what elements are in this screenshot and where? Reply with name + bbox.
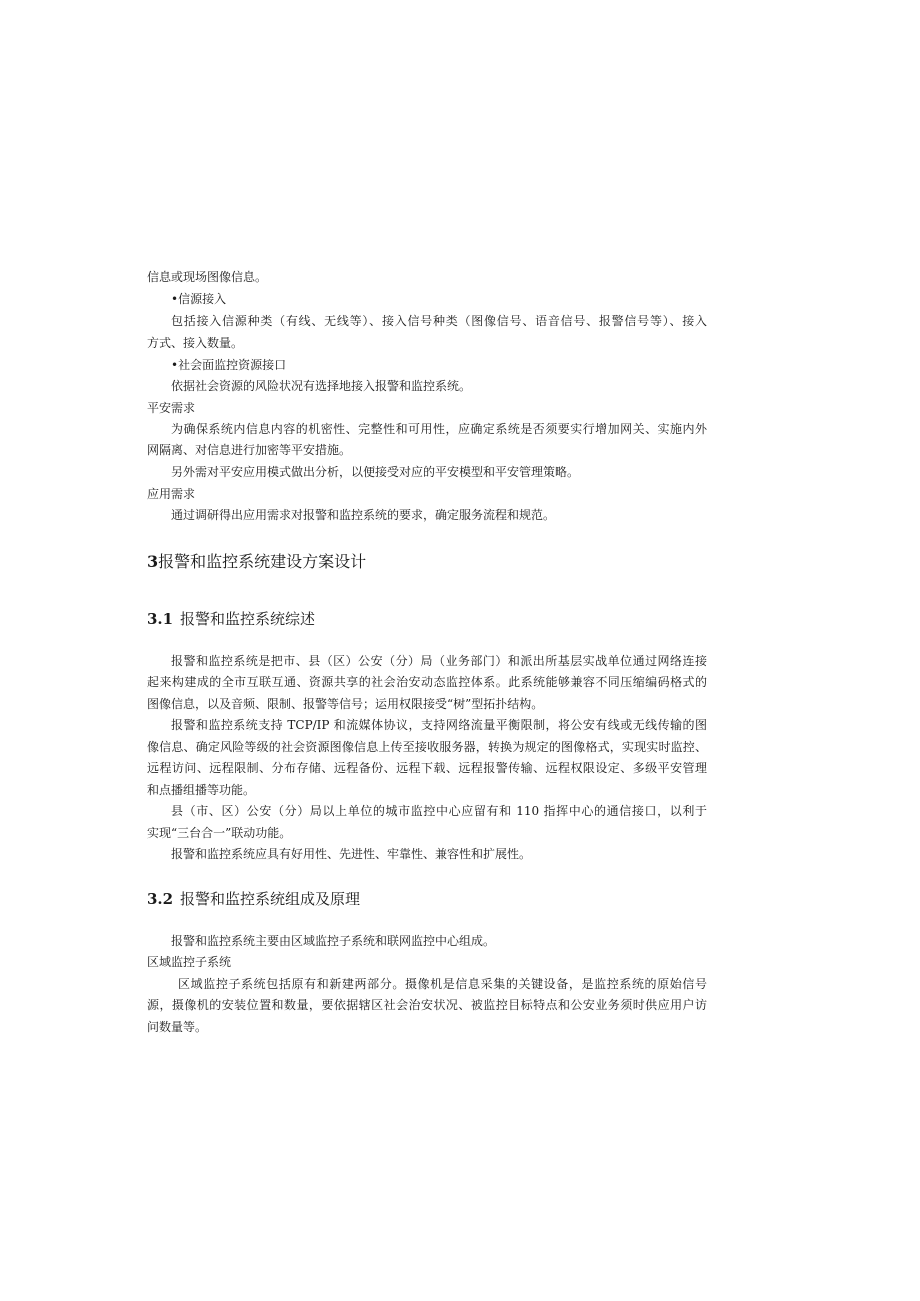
chapter-title: 报警和监控系统建设方案设计: [158, 552, 367, 571]
paragraph-line: 起来构建成的全市互联互通、资源共享的社会治安动态监控体系。此系统能够兼容不同压缩编码格式的: [147, 675, 707, 689]
paragraph-line: 问数量等。: [147, 1020, 208, 1034]
paragraph-line: 源，摄像机的安装位置和数量，要依据辖区社会治安状况、被监控目标特点和公安业务须时供应用户访: [147, 998, 707, 1012]
paragraph-line: 报警和监控系统主要由区域监控子系统和联网监控中心组成。: [171, 934, 496, 948]
section-title: 报警和监控系统综述: [180, 610, 316, 628]
section-label: 区域监控子系统: [147, 955, 232, 969]
paragraph-line: 方式、接入数量。: [147, 336, 244, 350]
section-number: 3.2: [147, 890, 174, 908]
section-label: 平安需求: [147, 401, 196, 415]
paragraph-line: 远程访问、远程限制、分布存储、远程备份、远程下载、远程报警传输、远程权限设定、多级平安管理: [147, 761, 707, 775]
paragraph-line: 报警和监控系统应具有好用性、先进性、牢靠性、兼容性和扩展性。: [171, 847, 532, 861]
paragraph-line: 县（市、区）公安（分）局以上单位的城市监控中心应留有和 110 指挥中心的通信接口，以利于: [171, 804, 707, 818]
paragraph-line: 信息或现场图像信息。: [147, 270, 268, 284]
paragraph-line: 通过调研得出应用需求对报警和监控系统的要求，确定服务流程和规范。: [171, 508, 556, 522]
paragraph-line: 另外需对平安应用模式做出分析，以便接受对应的平安模型和平安管理策略。: [171, 465, 580, 479]
paragraph-line: 报警和监控系统是把市、县（区）公安（分）局（业务部门）和派出所基层实战单位通过网络连接: [171, 654, 707, 668]
bullet-item: •信源接入: [171, 292, 227, 306]
paragraph-line: 报警和监控系统支持 TCP/IP 和流媒体协议，支持网络流量平衡限制，将公安有线或无线传输的图: [171, 718, 707, 732]
chapter-number: 3: [147, 552, 159, 571]
section-heading: [147, 607, 315, 631]
paragraph-line: 网隔离、对信息进行加密等平安措施。: [147, 443, 352, 457]
paragraph-line: 依据社会资源的风险状况有选择地接入报警和监控系统。: [171, 379, 472, 393]
paragraph-line: 为确保系统内信息内容的机密性、完整性和可用性，应确定系统是否须要实行增加网关、实施内外: [171, 422, 707, 436]
chapter-heading: [147, 550, 366, 574]
section-label: 应用需求: [147, 487, 196, 501]
paragraph-line: 像信息、确定风险等级的社会资源图像信息上传至接收服务器，转换为规定的图像格式，实现实时监控、: [147, 740, 707, 754]
paragraph-line: 包括接入信源种类（有线、无线等）、接入信号种类（图像信号、语音信号、报警信号等）、接入: [171, 314, 707, 328]
section-number: 3.1: [147, 610, 174, 628]
paragraph-line: 实现“三台合一”联动功能。: [147, 826, 292, 840]
section-title: 报警和监控系统组成及原理: [180, 890, 361, 908]
paragraph-line: 图像信息，以及音频、限制、报警等信号；运用权限接受“树”型拓扑结构。: [147, 697, 544, 711]
bullet-item: •社会面监控资源接口: [171, 358, 287, 372]
paragraph-line: 和点播组播等功能。: [147, 783, 256, 797]
section-heading: [147, 887, 360, 911]
paragraph-line: 区域监控子系统包括原有和新建两部分。摄像机是信息采集的关键设备，是监控系统的原始信号: [178, 977, 707, 991]
